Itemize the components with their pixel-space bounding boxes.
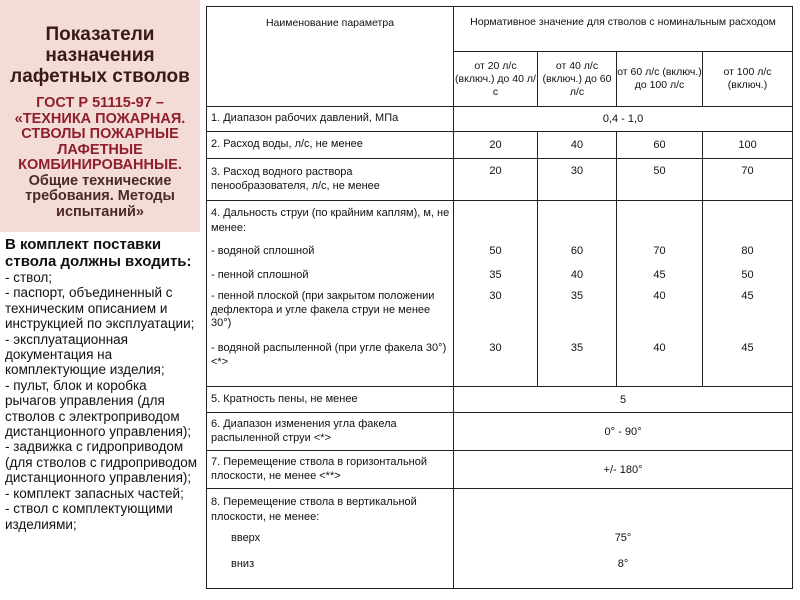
param-value: 50 — [617, 159, 703, 201]
kit-item: - паспорт, объединенный с техническим описанием и инструкцией по эксплуатации; — [5, 285, 195, 332]
param-value: 40 — [538, 132, 617, 159]
param-name: 5. Кратность пены, не менее — [207, 387, 454, 413]
range-value: 40 — [653, 290, 666, 302]
param-value: 30 — [538, 159, 617, 201]
gost-subtitle: Общие технические требования. Методы испытаний» — [25, 172, 175, 220]
param-name: 2. Расход воды, л/с, не менее — [207, 132, 454, 159]
range-value: 45 — [741, 290, 754, 302]
param-name: 6. Диапазон изменения угла факела распыленной струи <*> — [207, 413, 454, 451]
table-row — [207, 159, 793, 201]
table-row — [207, 413, 793, 451]
kit-section — [5, 237, 200, 532]
kit-list — [5, 270, 200, 532]
range-value: 70 — [653, 245, 666, 257]
table-row-range — [207, 201, 793, 387]
range-value: 30 — [489, 342, 502, 354]
param-name: 1. Диапазон рабочих давлений, МПа — [207, 107, 454, 132]
range-value: 80 — [741, 245, 754, 257]
range-value: 45 — [653, 269, 666, 281]
range-value: 30 — [489, 290, 502, 302]
sub-param-name: - пенной сплошной — [211, 269, 309, 281]
param-value: 20 — [454, 132, 538, 159]
kit-heading: В комплект поставки ствола должны входить: — [5, 236, 192, 270]
param-value: 0,4 - 1,0 — [454, 107, 793, 132]
sub-param-name: - водяной сплошной — [211, 245, 315, 257]
param-name: 8. Перемещение ствола в вертикальной плоскости, не менее: — [211, 496, 417, 523]
range-value: 45 — [741, 342, 754, 354]
subheader-range-2: от 40 л/с (включ.) до 60 л/с — [538, 52, 617, 107]
left-panel — [0, 0, 200, 600]
range-value: 40 — [570, 269, 584, 281]
sub-param-name: - пенной плоской (при закрытом положении дефлектора и угле факела струи не менее 30°) — [211, 290, 435, 329]
range-value: 60 — [570, 245, 584, 257]
param-value: 70 — [703, 159, 793, 201]
kit-item: - ствол; — [5, 270, 53, 285]
kit-item: - ствол с комплектующими изделиями; — [5, 501, 173, 532]
gost-title: ГОСТ Р 51115-97 – «ТЕХНИКА ПОЖАРНАЯ. СТВОЛЫ ПОЖАРНЫЕ ЛАФЕТНЫЕ КОМБИНИРОВАННЫЕ. — [14, 95, 186, 173]
param-value: 0° - 90° — [454, 413, 793, 451]
kit-item: - задвижка с гидроприводом (для стволов с гидроприводом дистанционного управления); — [5, 439, 198, 486]
page-title: Показатели назначения лафетных стволов — [10, 24, 190, 87]
table-row — [207, 489, 793, 589]
subheader-range-4: от 100 л/с (включ.) — [703, 52, 793, 107]
param-value: 20 — [454, 159, 538, 201]
subheader-range-3: от 60 л/с (включ.) до 100 л/с — [617, 52, 703, 107]
header-normative-value: Нормативное значение для стволов с номинальным расходом — [454, 7, 793, 52]
range-value: 50 — [741, 269, 754, 281]
range-value: 35 — [489, 269, 502, 281]
sub-param-name: вверх — [231, 532, 261, 544]
kit-item: - комплект запасных частей; — [5, 485, 184, 501]
range-value: 50 — [489, 245, 502, 257]
param-value: 100 — [703, 132, 793, 159]
header-parameter-name: Наименование параметра — [207, 7, 454, 107]
param-value: +/- 180° — [454, 451, 793, 489]
range-value: 35 — [570, 342, 584, 354]
kit-item: - пульт, блок и коробка рычагов управления (для стволов с электроприводом дистанционного управления); — [5, 377, 192, 440]
kit-item: - эксплуатационная документация на комплектующие изделия; — [5, 331, 165, 378]
param-name: 4. Дальность струи (по крайним каплям), м, не менее: — [211, 207, 450, 234]
subheader-range-1: от 20 л/с (включ.) до 40 л/с — [454, 52, 538, 107]
sub-param-name: вниз — [231, 558, 255, 570]
table-row — [207, 107, 793, 132]
table-row — [207, 451, 793, 489]
sub-param-name: - водяной распыленной (при угле факела 30°) <*> — [211, 342, 447, 368]
param-value: 5 — [454, 387, 793, 413]
range-value: 35 — [570, 290, 584, 302]
range-value: 40 — [653, 342, 666, 354]
param-name: 3. Расход водного раствора пенообразователя, л/с, не менее — [207, 159, 454, 201]
param-value: 75° — [614, 532, 632, 544]
parameters-table — [206, 6, 793, 589]
table-row — [207, 132, 793, 159]
gost-reference — [0, 96, 200, 220]
param-value: 8° — [617, 558, 629, 570]
param-value: 60 — [617, 132, 703, 159]
table-row — [207, 387, 793, 413]
param-name: 7. Перемещение ствола в горизонтальной плоскости, не менее <**> — [207, 451, 454, 489]
